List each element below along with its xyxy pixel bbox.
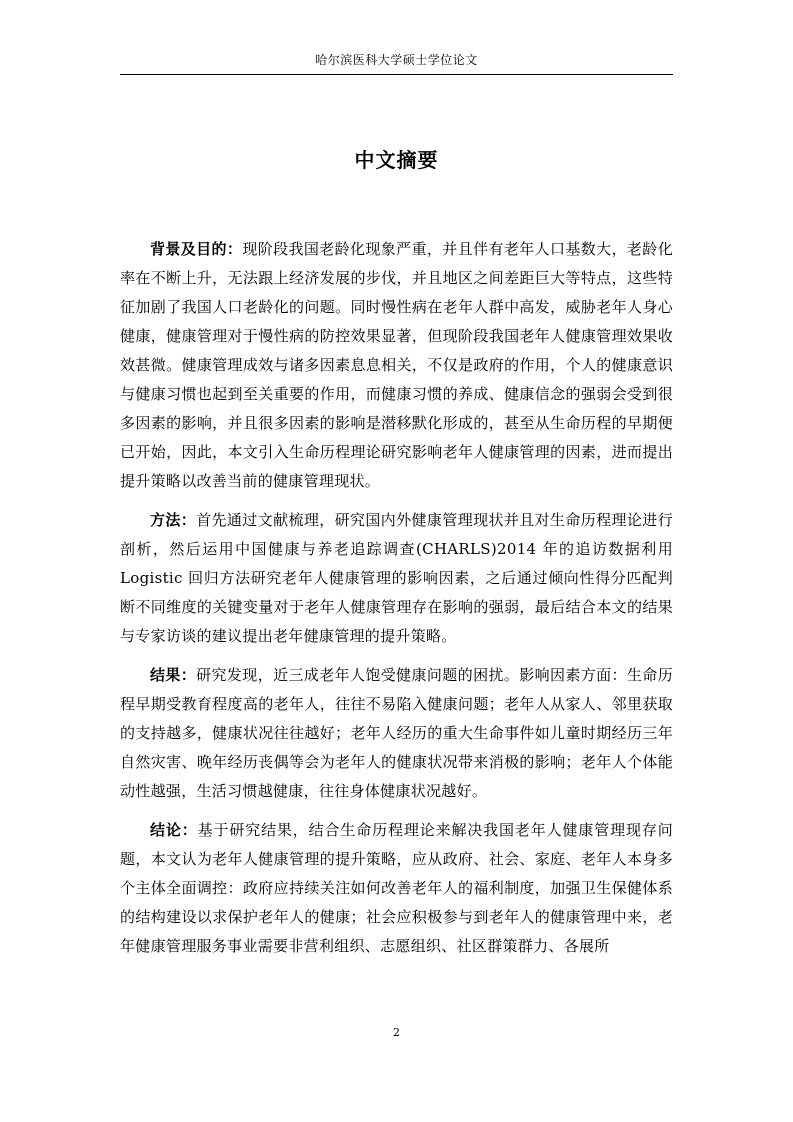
page-number: 2 xyxy=(393,1026,400,1039)
paragraph-text: 基于研究结果，结合生命历程理论来解决我国老年人健康管理现存问题，本文认为老年人健康管理的提升策略，应从政府、社会、家庭、老年人本身多个主体全面调控：政府应持续关注如何改善老年人的福利制度，加强卫生保健体系的结构建设以求保护老年人的健康；社会应积极参与到老年人的健康管理中来，老年健康管理服务事业需要非营利组织、志愿组织、社区群策群力、各展所 xyxy=(120,821,673,955)
paragraph-lead: 结果： xyxy=(150,666,197,684)
paragraph-lead: 方法： xyxy=(150,511,197,529)
paragraph-text: 现阶段我国老龄化现象严重，并且伴有老年人口基数大，老龄化率在不断上升，无法跟上经济发展的步伐，并且地区之间差距巨大等特点，这些特征加剧了我国人口老龄化的问题。同时慢性病在老年人群中高发，威胁老年人身心健康，健康管理对于慢性病的防控效果显著，但现阶段我国老年人健康管理效果收效甚微。健康管理成效与诸多因素息息相关，不仅是政府的作用，个人的健康意识与健康习惯也起到至关重要的作用，而健康习惯的养成、健康信念的强弱会受到很多因素的影响，并且很多因素的影响是潜移默化形成的，甚至从生命历程的早期便已开始，因此，本文引入生命历程理论研究影响老年人健康管理的因素，进而提出提升策略以改善当前的健康管理现状。 xyxy=(120,240,673,490)
abstract-body xyxy=(120,235,673,971)
paragraph-lead: 结论： xyxy=(150,821,198,839)
running-header: 哈尔滨医科大学硕士学位论文 xyxy=(315,53,478,67)
paragraph-methods xyxy=(120,506,673,651)
paragraph-text: 首先通过文献梳理，研究国内外健康管理现状并且对生命历程理论进行剖析，然后运用中国健康与养老追踪调查(CHARLS)2014 年的追访数据利用 Logistic 回归方法研究老年人健康管理的影响因素，之后通过倾向性得分匹配判断不同维度的关键变量对于老年人健康管理存在影响的强弱，最后结合本文的结果与专家访谈的建议提出老年健康管理的提升策略。 xyxy=(120,511,673,645)
paragraph-lead: 背景及目的： xyxy=(150,240,243,258)
header-rule xyxy=(120,74,673,75)
section-title: 中文摘要 xyxy=(354,148,439,172)
paragraph-conclusion xyxy=(120,816,673,961)
paragraph-text: 研究发现，近三成老年人饱受健康问题的困扰。影响因素方面：生命历程早期受教育程度高的老年人，往往不易陷入健康问题；老年人从家人、邻里获取的支持越多，健康状况往往越好；老年人经历的重大生命事件如儿童时期经历三年自然灾害、晚年经历丧偶等会为老年人的健康状况带来消极的影响；老年人个体能动性越强，生活习惯越健康，往往身体健康状况越好。 xyxy=(120,666,673,800)
paragraph-results xyxy=(120,661,673,806)
paragraph-background xyxy=(120,235,673,496)
